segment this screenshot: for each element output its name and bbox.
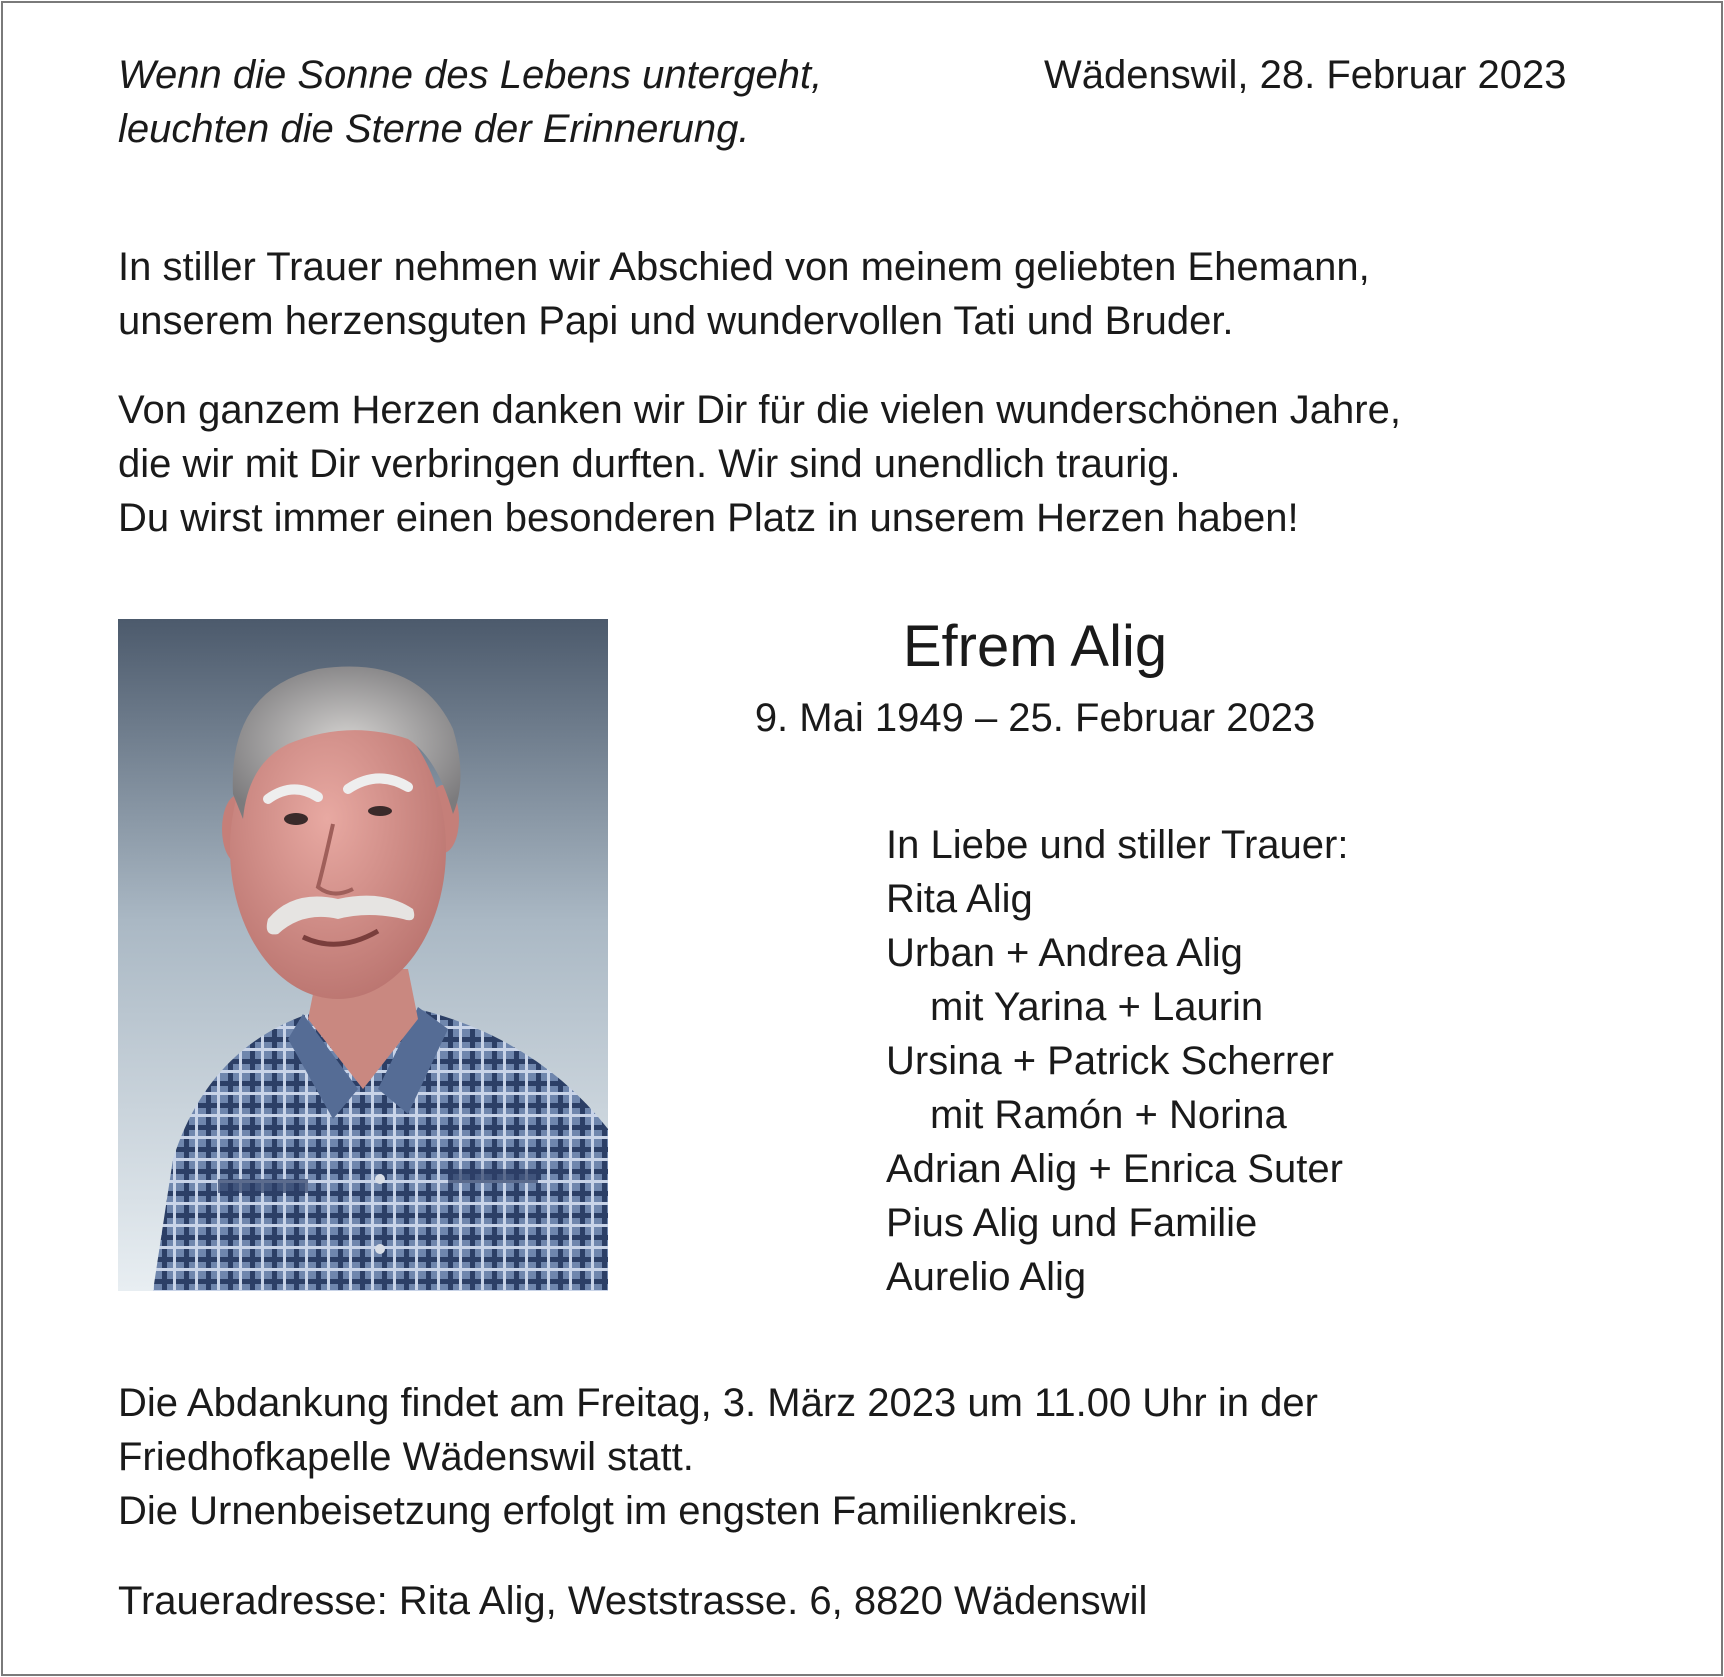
mourner-line: Aurelio Alig [886, 1255, 1087, 1299]
quote-line: leuchten die Sterne der Erinnerung. [118, 107, 750, 151]
portrait-photo [118, 619, 608, 1291]
ceremony-line: Die Urnenbeisetzung erfolgt im engsten Familienkreis. [118, 1489, 1079, 1533]
deceased-name: Efrem Alig [902, 614, 1168, 679]
thanks-line: Von ganzem Herzen danken wir Dir für die vielen wunderschönen Jahre, [118, 388, 1401, 432]
thanks-paragraph [118, 383, 1401, 545]
mourner-line: mit Yarina + Laurin [930, 985, 1264, 1029]
mourners-list [886, 818, 1348, 1304]
intro-paragraph [118, 240, 1370, 348]
mourner-line: Adrian Alig + Enrica Suter [886, 1147, 1343, 1191]
mourning-address: Traueradresse: Rita Alig, Weststrasse. 6, 8820 Wädenswil [118, 1579, 1148, 1623]
place-date: Wädenswil, 28. Februar 2023 [1044, 53, 1567, 97]
thanks-line: Du wirst immer einen besonderen Platz in unserem Herzen haben! [118, 496, 1299, 540]
mourner-line: Rita Alig [886, 877, 1033, 921]
ceremony-line: Friedhofkapelle Wädenswil statt. [118, 1435, 694, 1479]
ceremony-line: Die Abdankung findet am Freitag, 3. März 2023 um 11.00 Uhr in der [118, 1381, 1318, 1425]
mourner-line: Urban + Andrea Alig [886, 931, 1243, 975]
intro-line: In stiller Trauer nehmen wir Abschied von meinem geliebten Ehemann, [118, 245, 1370, 289]
thanks-line: die wir mit Dir verbringen durften. Wir sind unendlich traurig. [118, 442, 1181, 486]
life-dates: 9. Mai 1949 – 25. Februar 2023 [754, 696, 1316, 740]
memorial-quote [118, 48, 822, 156]
intro-line: unserem herzensguten Papi und wundervollen Tati und Bruder. [118, 299, 1234, 343]
mourners-heading: In Liebe und stiller Trauer: [886, 823, 1349, 867]
quote-line: Wenn die Sonne des Lebens untergeht, [118, 53, 823, 97]
mourner-line: Pius Alig und Familie [886, 1201, 1258, 1245]
ceremony-paragraph [118, 1376, 1318, 1538]
mourner-line: mit Ramón + Norina [930, 1093, 1287, 1137]
mourner-line: Ursina + Patrick Scherrer [886, 1039, 1334, 1083]
